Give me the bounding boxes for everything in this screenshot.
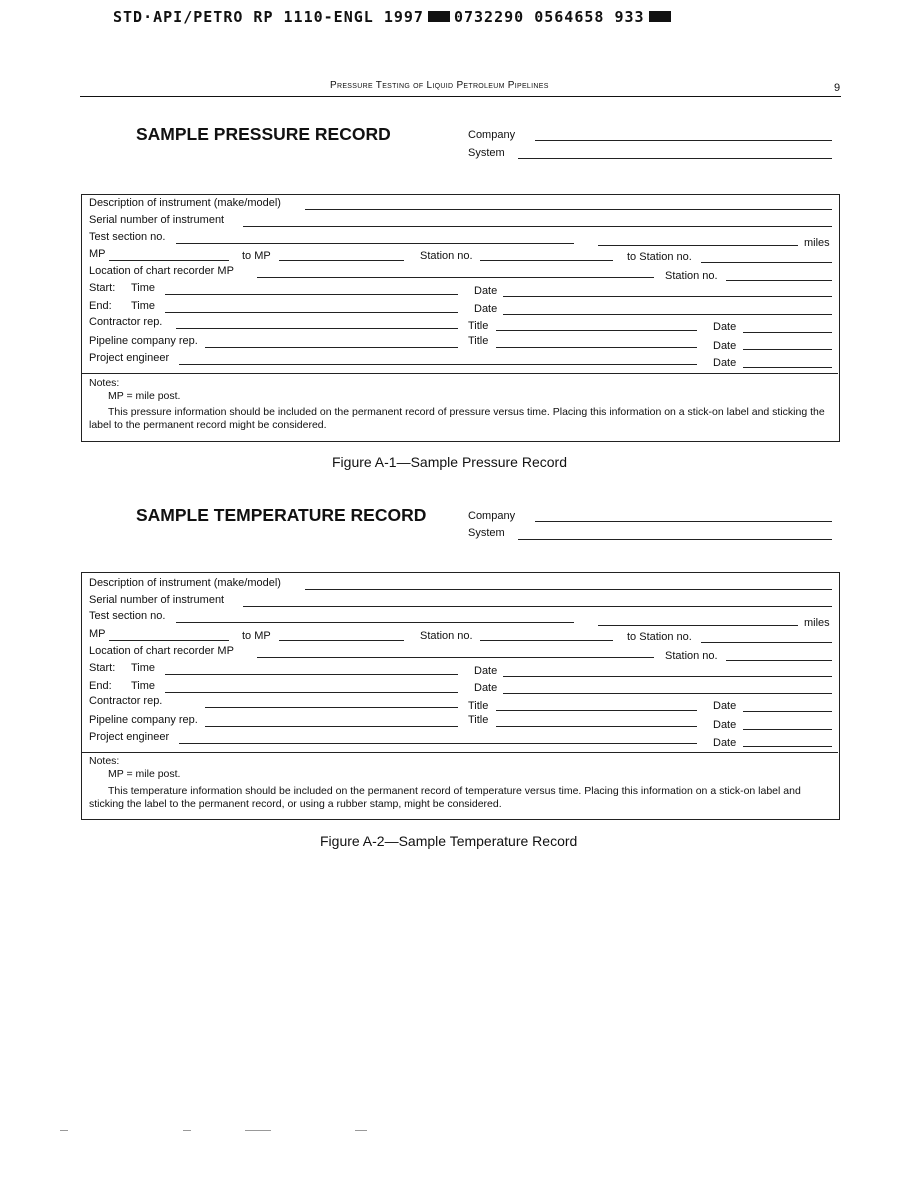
notes-divider xyxy=(82,752,838,753)
project-engineer-field[interactable] xyxy=(179,364,697,365)
to-mp-label: to MP xyxy=(242,630,271,642)
to-station-no-field[interactable] xyxy=(701,262,832,263)
miles-label: miles xyxy=(804,237,830,249)
location-station-label: Station no. xyxy=(665,270,718,282)
start-date-label: Date xyxy=(474,665,498,677)
system-field[interactable] xyxy=(518,539,832,540)
end-time-field[interactable] xyxy=(165,692,458,693)
system-label: System xyxy=(468,527,505,539)
contractor-title-field[interactable] xyxy=(496,330,697,331)
location-field[interactable] xyxy=(257,277,654,278)
project-engineer-date-field[interactable] xyxy=(743,367,832,368)
station-no-label: Station no. xyxy=(420,250,473,262)
pipeline-title-field[interactable] xyxy=(496,347,697,348)
mp-note: MP = mile post. xyxy=(108,768,181,780)
contractor-field[interactable] xyxy=(176,328,458,329)
start-time-label: Time xyxy=(131,282,156,294)
pipeline-title-label: Title xyxy=(468,335,489,347)
pipeline-title-label: Title xyxy=(468,714,489,726)
header-rule xyxy=(80,96,841,97)
project-engineer-field[interactable] xyxy=(179,743,697,744)
barcode-block xyxy=(649,11,671,22)
project-engineer-date-field[interactable] xyxy=(743,746,832,747)
mp-note: MP = mile post. xyxy=(108,390,181,402)
notes-label: Notes: xyxy=(89,755,120,767)
notes-divider xyxy=(82,373,838,374)
contractor-date-label: Date xyxy=(713,321,737,333)
contractor-title-label: Title xyxy=(468,700,489,712)
start-date-field[interactable] xyxy=(503,296,832,297)
location-label: Location of chart recorder MP xyxy=(89,645,234,657)
station-no-field[interactable] xyxy=(480,260,613,261)
end-time-field[interactable] xyxy=(165,312,458,313)
scan-mark xyxy=(183,1130,191,1131)
pipeline-rep-label: Pipeline company rep. xyxy=(89,714,198,726)
contractor-title-field[interactable] xyxy=(496,710,697,711)
contractor-label: Contractor rep. xyxy=(89,695,163,707)
pipeline-rep-field[interactable] xyxy=(205,726,458,727)
location-station-field[interactable] xyxy=(726,280,832,281)
scan-mark xyxy=(355,1130,367,1131)
pipeline-rep-field[interactable] xyxy=(205,347,458,348)
end-date-field[interactable] xyxy=(503,314,832,315)
description-label: Description of instrument (make/model) xyxy=(89,577,281,589)
location-label: Location of chart recorder MP xyxy=(89,265,234,277)
location-station-field[interactable] xyxy=(726,660,832,661)
pressure-figure-caption: Figure A-1—Sample Pressure Record xyxy=(332,454,567,470)
notes-label: Notes: xyxy=(89,377,120,389)
test-section-label: Test section no. xyxy=(89,231,166,243)
company-label: Company xyxy=(468,129,516,141)
contractor-label: Contractor rep. xyxy=(89,316,163,328)
to-mp-field[interactable] xyxy=(279,260,404,261)
end-time-label: Time xyxy=(131,680,156,692)
document-code-left: STD·API/PETRO RP 1110-ENGL 1997 xyxy=(113,8,424,26)
end-label: End: xyxy=(89,300,112,312)
document-code-mid: 0732290 0564658 xyxy=(453,8,605,26)
temperature-figure-caption: Figure A-2—Sample Temperature Record xyxy=(320,833,578,849)
document-code-right: 933 xyxy=(614,8,645,26)
running-header-title: Pressure Testing of Liquid Petroleum Pipelines xyxy=(330,80,549,91)
system-label: System xyxy=(468,147,505,159)
temperature-record-form xyxy=(81,572,840,820)
project-engineer-date-label: Date xyxy=(713,737,737,749)
miles-label: miles xyxy=(804,617,830,629)
pressure-record-form xyxy=(81,194,840,442)
barcode-block xyxy=(428,11,450,22)
description-field[interactable] xyxy=(305,209,832,210)
company-label: Company xyxy=(468,510,516,522)
pipeline-rep-label: Pipeline company rep. xyxy=(89,335,198,347)
pipeline-date-field[interactable] xyxy=(743,349,832,350)
project-engineer-date-label: Date xyxy=(713,357,737,369)
start-time-label: Time xyxy=(131,662,156,674)
project-engineer-label: Project engineer xyxy=(89,731,170,743)
miles-field[interactable] xyxy=(598,245,798,246)
test-section-field[interactable] xyxy=(176,243,574,244)
location-station-label: Station no. xyxy=(665,650,718,662)
to-mp-label: to MP xyxy=(242,250,271,262)
scan-mark xyxy=(245,1130,271,1131)
pressure-note: This pressure information should be included on the permanent record of pressure versus time. Placing this information on a stick-on label and sticking the label to the permanent record might be considered. xyxy=(89,406,825,431)
to-mp-field[interactable] xyxy=(279,640,404,641)
end-date-label: Date xyxy=(474,682,498,694)
to-station-no-label: to Station no. xyxy=(627,251,692,263)
start-date-label: Date xyxy=(474,285,498,297)
temperature-record-heading: SAMPLE TEMPERATURE RECORD xyxy=(136,505,427,525)
serial-field[interactable] xyxy=(243,226,832,227)
start-date-field[interactable] xyxy=(503,676,832,677)
serial-label: Serial number of instrument xyxy=(89,594,225,606)
contractor-date-label: Date xyxy=(713,700,737,712)
system-field[interactable] xyxy=(518,158,832,159)
contractor-title-label: Title xyxy=(468,320,489,332)
serial-label: Serial number of instrument xyxy=(89,214,225,226)
start-time-field[interactable] xyxy=(165,674,458,675)
contractor-date-field[interactable] xyxy=(743,711,832,712)
document-code-header xyxy=(113,8,675,26)
end-time-label: Time xyxy=(131,300,156,312)
company-field[interactable] xyxy=(535,140,832,141)
to-station-no-field[interactable] xyxy=(701,642,832,643)
description-label: Description of instrument (make/model) xyxy=(89,197,281,209)
station-no-label: Station no. xyxy=(420,630,473,642)
serial-field[interactable] xyxy=(243,606,832,607)
page-number: 9 xyxy=(834,82,841,94)
pipeline-date-field[interactable] xyxy=(743,729,832,730)
contractor-field[interactable] xyxy=(205,707,458,708)
start-time-field[interactable] xyxy=(165,294,458,295)
test-section-field[interactable] xyxy=(176,622,574,623)
start-label: Start: xyxy=(89,282,116,294)
location-field[interactable] xyxy=(257,657,654,658)
start-label: Start: xyxy=(89,662,116,674)
contractor-date-field[interactable] xyxy=(743,332,832,333)
project-engineer-label: Project engineer xyxy=(89,352,170,364)
mp-field[interactable] xyxy=(109,640,229,641)
temperature-note: This temperature information should be included on the permanent record of temperature versus time. Placing this information on a stick-on label and sticking the label to the permanent record, or using a rubber stamp, might be considered. xyxy=(89,785,801,810)
end-date-label: Date xyxy=(474,303,498,315)
mp-field[interactable] xyxy=(109,260,229,261)
company-field[interactable] xyxy=(535,521,832,522)
pipeline-date-label: Date xyxy=(713,340,737,352)
description-field[interactable] xyxy=(305,589,832,590)
mp-label: MP xyxy=(89,628,106,640)
miles-field[interactable] xyxy=(598,625,798,626)
pipeline-title-field[interactable] xyxy=(496,726,697,727)
pressure-record-heading: SAMPLE PRESSURE RECORD xyxy=(136,124,391,144)
scan-mark xyxy=(60,1130,68,1131)
end-label: End: xyxy=(89,680,112,692)
pipeline-date-label: Date xyxy=(713,719,737,731)
station-no-field[interactable] xyxy=(480,640,613,641)
to-station-no-label: to Station no. xyxy=(627,631,692,643)
end-date-field[interactable] xyxy=(503,693,832,694)
test-section-label: Test section no. xyxy=(89,610,166,622)
mp-label: MP xyxy=(89,248,106,260)
